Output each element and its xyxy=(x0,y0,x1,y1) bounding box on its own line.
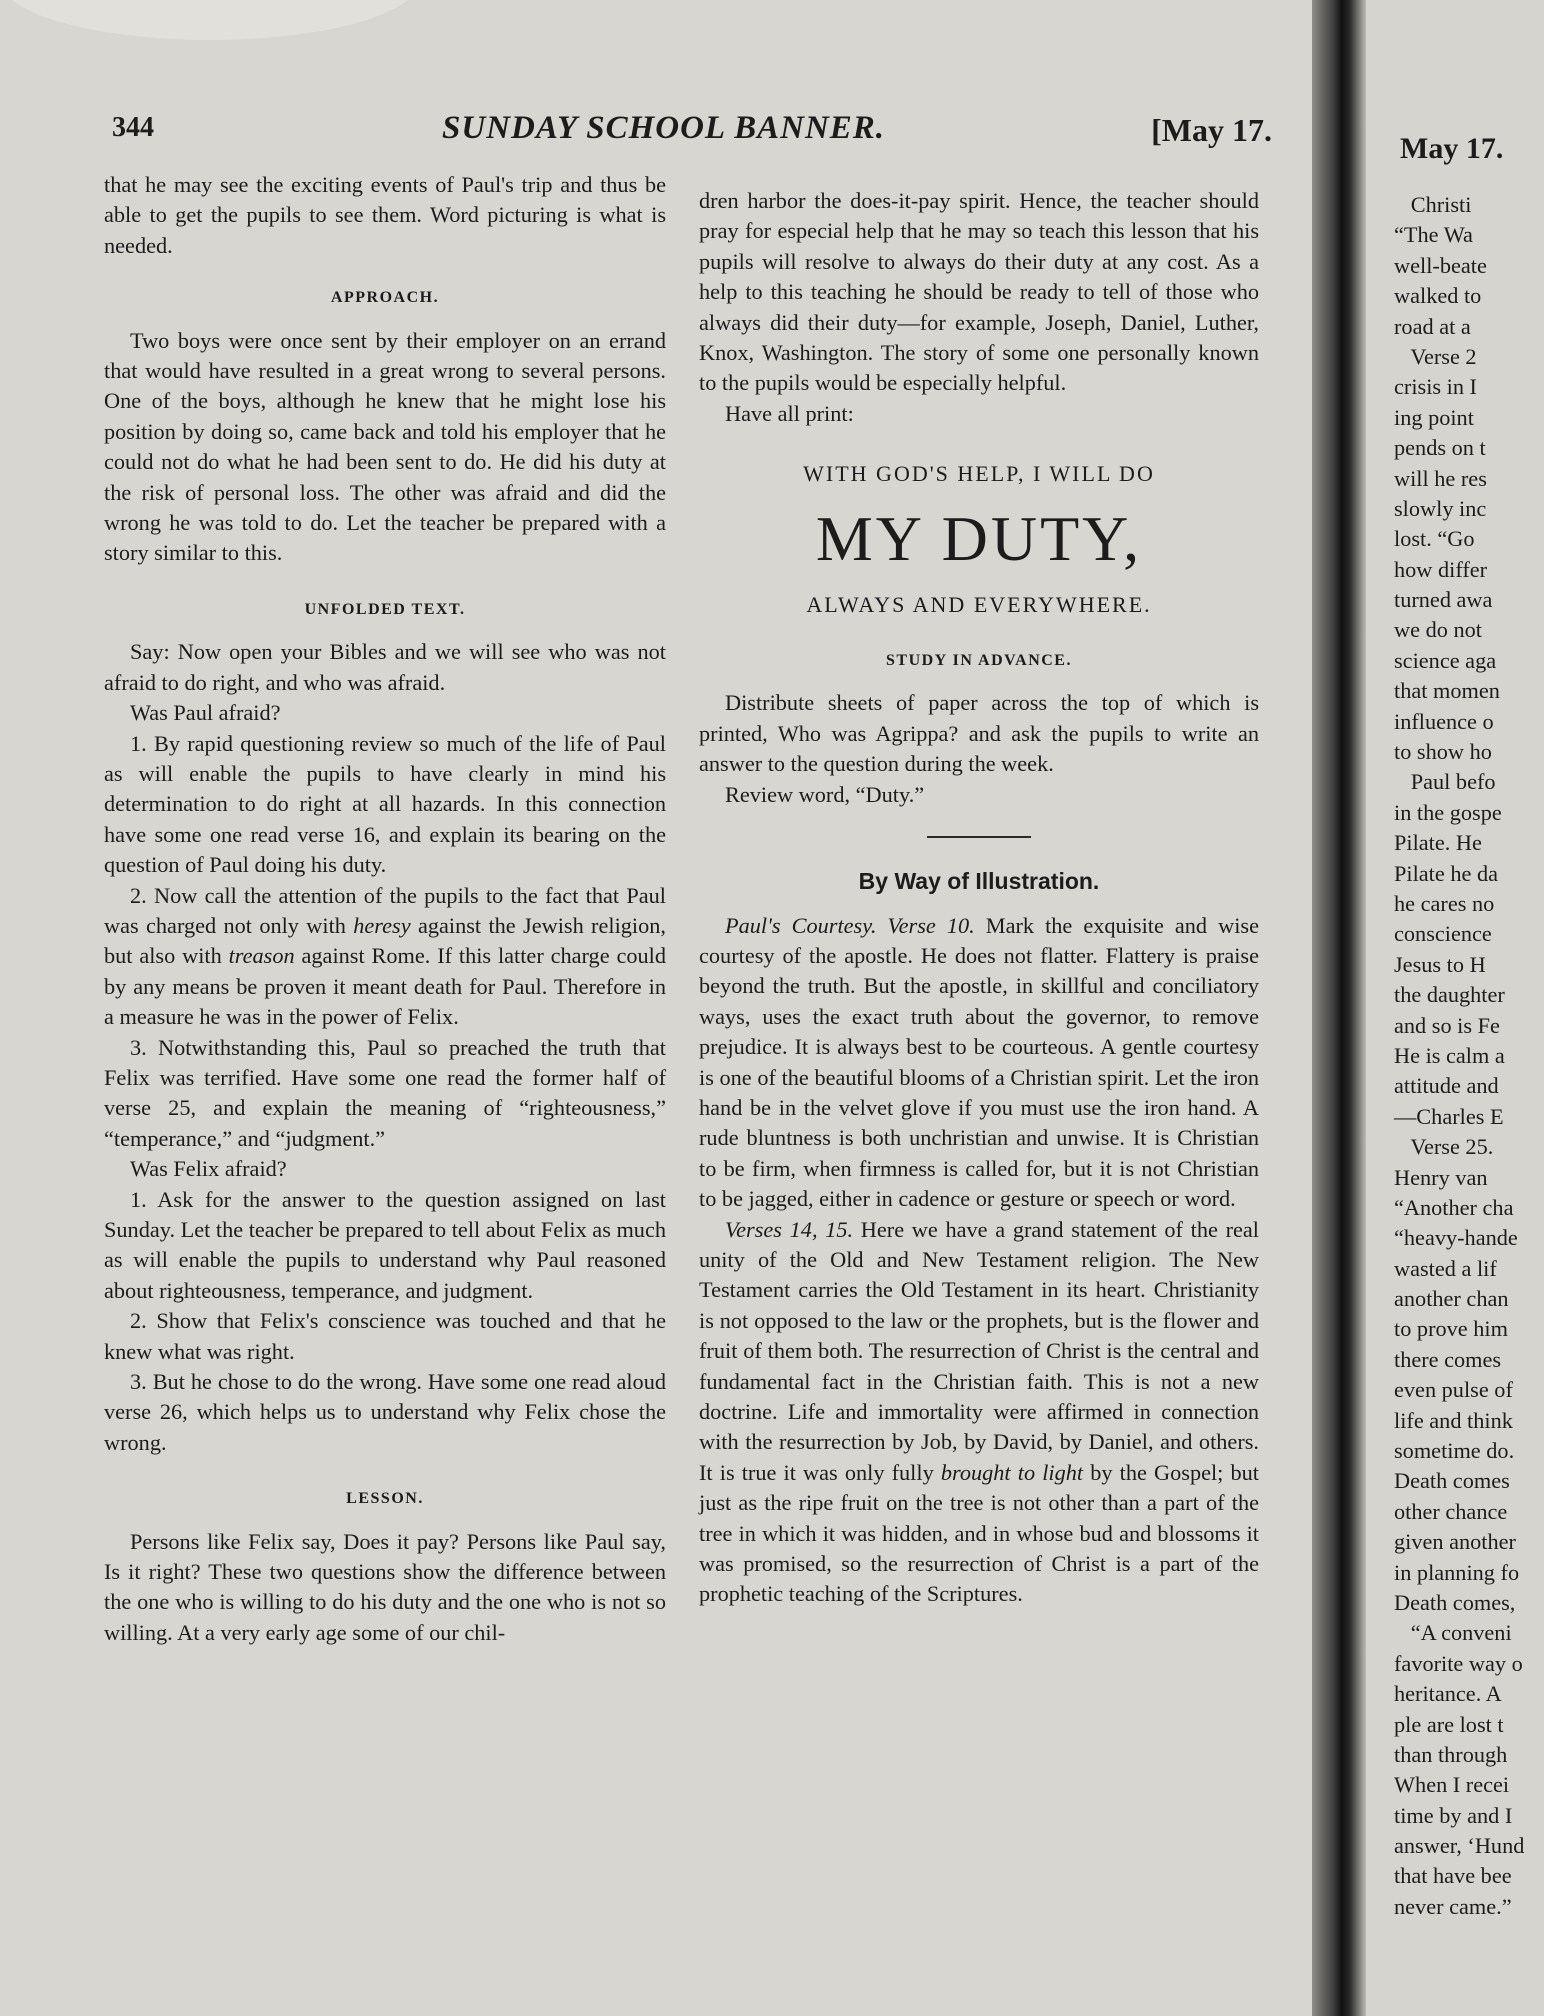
facing-page-line: —Charles E xyxy=(1394,1103,1504,1129)
facing-page-line: Jesus to H xyxy=(1394,951,1486,977)
facing-page-line: “heavy-hande xyxy=(1394,1225,1518,1251)
facing-page-line: Pilate he da xyxy=(1394,860,1499,886)
facing-page-line: science aga xyxy=(1394,647,1497,673)
paragraph-approach: Two boys were once sent by their employer on an errand that would have resulted in a great wrong to several persons. One of the boys, although he knew that he might lose his position by doing so, came back and told his employer that he could not do what he had been sent to do. He did his duty at the risk of personal loss. The other was afraid and did the wrong he was told to do. Let the teacher be prepared with a story similar to this. xyxy=(104,327,666,566)
facing-page-lines xyxy=(1394,190,1524,1922)
page-number: 344 xyxy=(112,112,154,143)
paragraph-paul-1: 1. By rapid questioning review so much of the life of Paul as will enable the pupils to have clearly in mind his determination to do right at all hazards. In this connection have some one read verse 16, and explain its bearing on the question of Paul doing his duty. xyxy=(104,730,666,878)
facing-page-line: “Another cha xyxy=(1394,1194,1514,1220)
facing-page-line: that have bee xyxy=(1394,1863,1512,1889)
heading-study-in-advance: STUDY IN ADVANCE. xyxy=(886,652,1072,670)
motto-my-duty: MY DUTY, xyxy=(815,502,1143,574)
facing-page-line: Death comes, xyxy=(1394,1589,1516,1615)
facing-page-line: that momen xyxy=(1394,678,1500,704)
facing-page-line: Christi xyxy=(1394,192,1472,217)
paragraph-print: Have all print: xyxy=(725,400,854,426)
facing-page-line: there comes xyxy=(1394,1346,1502,1372)
facing-page-line: Henry van xyxy=(1394,1164,1488,1190)
paragraph-paul-3: 3. Notwithstanding this, Paul so preached the truth that Felix was terrified. Have some one read the former half of verse 25, and explain the meaning of “righteousness,” “temperance,” and “judgment.” xyxy=(104,1034,666,1151)
facing-page-line: well-beate xyxy=(1394,252,1487,278)
facing-page-line: other chance xyxy=(1394,1498,1508,1524)
facing-page-line: heritance. A xyxy=(1394,1681,1502,1707)
facing-page-line: another chan xyxy=(1394,1286,1509,1312)
facing-page-line: ing point xyxy=(1394,404,1474,430)
facing-page-line: Verse 25. xyxy=(1394,1134,1494,1160)
facing-page-line: road at a xyxy=(1394,313,1471,339)
facing-page-line: lost. “Go xyxy=(1394,526,1475,552)
facing-page-line: favorite way o xyxy=(1394,1650,1523,1676)
paragraph-review: Review word, “Duty.” xyxy=(725,781,925,807)
facing-page-line: turned awa xyxy=(1394,587,1493,613)
facing-page-date: May 17. xyxy=(1400,132,1504,165)
paragraph-continued: dren harbor the does-it-pay spirit. Hence, the teacher should pray for especial help that he may so teach this lesson that his pupils will resolve to always do their duty at any cost. As a help to this teaching he should be ready to tell of those who always did their duty—for example, Joseph, Daniel, Luther, Knox, Washington. The story of some one personally known to the pupils would be especially helpful. xyxy=(699,188,1259,396)
facing-page-line: Verse 2 xyxy=(1394,343,1477,369)
facing-page-line: than through xyxy=(1394,1741,1508,1767)
facing-page-line: given another xyxy=(1394,1529,1516,1555)
facing-page-line: the daughter xyxy=(1394,982,1505,1008)
left-column xyxy=(104,170,666,1648)
facing-page-line: he cares no xyxy=(1394,890,1495,916)
heading-approach: APPROACH. xyxy=(330,289,440,307)
paragraph-study: Distribute sheets of paper across the top of which is printed, Who was Agrippa? and ask the pupils to write an answer to the question during the week. xyxy=(699,690,1259,777)
facing-page-line: Pilate. He xyxy=(1394,830,1482,856)
facing-page-line: Paul befo xyxy=(1394,769,1496,795)
page-header xyxy=(112,108,1272,158)
facing-page-line: even pulse of xyxy=(1394,1377,1513,1403)
facing-page-line: and so is Fe xyxy=(1394,1012,1500,1038)
facing-page-line: When I recei xyxy=(1394,1772,1510,1798)
facing-page-line: attitude and xyxy=(1394,1073,1499,1099)
facing-page-line: how differ xyxy=(1394,556,1488,582)
section-divider xyxy=(927,836,1031,838)
paragraph-intro: that he may see the exciting events of Paul's trip and thus be able to get the pupils to see them. Word picturing is what is needed. xyxy=(104,172,666,258)
page-date: [May 17. xyxy=(1151,112,1272,148)
facing-page-line: life and think xyxy=(1394,1407,1513,1433)
facing-page-line: pends on t xyxy=(1394,435,1486,461)
paragraph-felix-2: 2. Show that Felix's conscience was touched and that he knew what was right. xyxy=(104,1308,666,1364)
motto-line-3: ALWAYS AND EVERYWHERE. xyxy=(806,591,1152,617)
heading-by-way-of-illustration: By Way of Illustration. xyxy=(858,868,1100,895)
paragraph-lesson: Persons like Felix say, Does it pay? Persons like Paul say, Is it right? These two questions show the difference between the one who is willing to do his duty and the one who is not so willing. At a very early age some of our chil- xyxy=(104,1528,666,1645)
question-paul: Was Paul afraid? xyxy=(130,700,281,726)
facing-page-line: He is calm a xyxy=(1394,1042,1505,1068)
facing-page-line: Death comes xyxy=(1394,1468,1510,1494)
heading-lesson: LESSON. xyxy=(346,1490,424,1508)
middle-column xyxy=(699,186,1259,1610)
facing-page-line: will he res xyxy=(1394,465,1487,491)
facing-page-line: time by and I xyxy=(1394,1802,1513,1828)
facing-page-line: “A conveni xyxy=(1394,1620,1512,1646)
facing-page-line: to prove him xyxy=(1394,1316,1508,1342)
motto-line-1: WITH GOD'S HELP, I WILL DO xyxy=(803,461,1155,487)
book-gutter xyxy=(1312,0,1366,2016)
paragraph-say: Say: Now open your Bibles and we will see who was not afraid to do right, and who was afraid. xyxy=(104,639,666,695)
facing-page-line: in planning fo xyxy=(1394,1559,1520,1585)
paragraph-paul-2: 2. Now call the attention of the pupils to the fact that Paul was charged not only with heresy against the Jewish religion, but also with treason against Rome. If this latter charge could by any means be proven it meant death for Paul. Therefore in a measure he was in the power of Felix. xyxy=(104,882,666,1030)
facing-page-line: sometime do. xyxy=(1394,1438,1515,1464)
paragraph-felix-3: 3. But he chose to do the wrong. Have some one read aloud verse 26, which helps us to understand why Felix chose the wrong. xyxy=(104,1369,666,1455)
heading-unfolded-text: UNFOLDED TEXT. xyxy=(304,600,466,618)
facing-page-line: conscience xyxy=(1394,921,1492,947)
facing-page xyxy=(1366,0,1544,2016)
facing-page-line: “The Wa xyxy=(1394,222,1473,248)
paragraph-felix-1: 1. Ask for the answer to the question assigned on last Sunday. Let the teacher be prepared to tell about Felix as much as will enable the pupils to understand why Paul reasoned about righteousness, temperance, and judgment. xyxy=(104,1186,666,1303)
facing-page-line: in the gospe xyxy=(1394,799,1502,825)
facing-page-line: influence o xyxy=(1394,708,1494,734)
facing-page-line: ple are lost t xyxy=(1394,1711,1504,1737)
question-felix: Was Felix afraid? xyxy=(130,1156,287,1182)
paragraph-pauls-courtesy: Paul's Courtesy. Verse 10. Mark the exquisite and wise courtesy of the apostle. He does not flatter. Flattery is praise beyond the truth. But the apostle, in skillful and conciliatory ways, uses the exact truth about the governor, to remove prejudice. It is always best to be courteous. A gentle courtesy is one of the beautiful blooms of a Christian spirit. Let the iron hand be in the velvet glove if you must use the iron hand. A rude bluntness is both unchristian and unwise. It is Christian to be firm, when firmness is called for, but it is not Christian to be jagged, either in cadence or gesture or speech or word. xyxy=(699,912,1259,1212)
facing-page-line: we do not xyxy=(1394,617,1482,643)
running-title: SUNDAY SCHOOL BANNER. xyxy=(442,110,886,146)
facing-page-line: walked to xyxy=(1394,283,1482,309)
facing-page-line: never came.” xyxy=(1394,1893,1512,1919)
facing-page-line: wasted a lif xyxy=(1394,1255,1497,1281)
facing-page-line: to show ho xyxy=(1394,739,1492,765)
facing-page-line: crisis in I xyxy=(1394,374,1477,400)
paragraph-verses-14-15: Verses 14, 15. Here we have a grand statement of the real unity of the Old and New Testament religion. The New Testament carries the Old Testament in its heart. Christianity is not opposed to the law or the prophets, but is the flower and fruit of them both. The resurrection of Christ is the central and fundamental fact in the Christian faith. This is not a new doctrine. Life and immortality were affirmed in connection with the resurrection by Job, by David, by Daniel, and others. It is true it was only fully brought to light by the Gospel; but just as the ripe fruit on the tree is not other than a part of the tree in which it was hidden, and in whose bud and blossoms it was promised, so the resurrection of Christ is a part of the prophetic teaching of the Scriptures. xyxy=(699,1216,1259,1607)
facing-page-line: answer, ‘Hund xyxy=(1394,1833,1525,1859)
facing-page-line: slowly inc xyxy=(1394,495,1487,521)
